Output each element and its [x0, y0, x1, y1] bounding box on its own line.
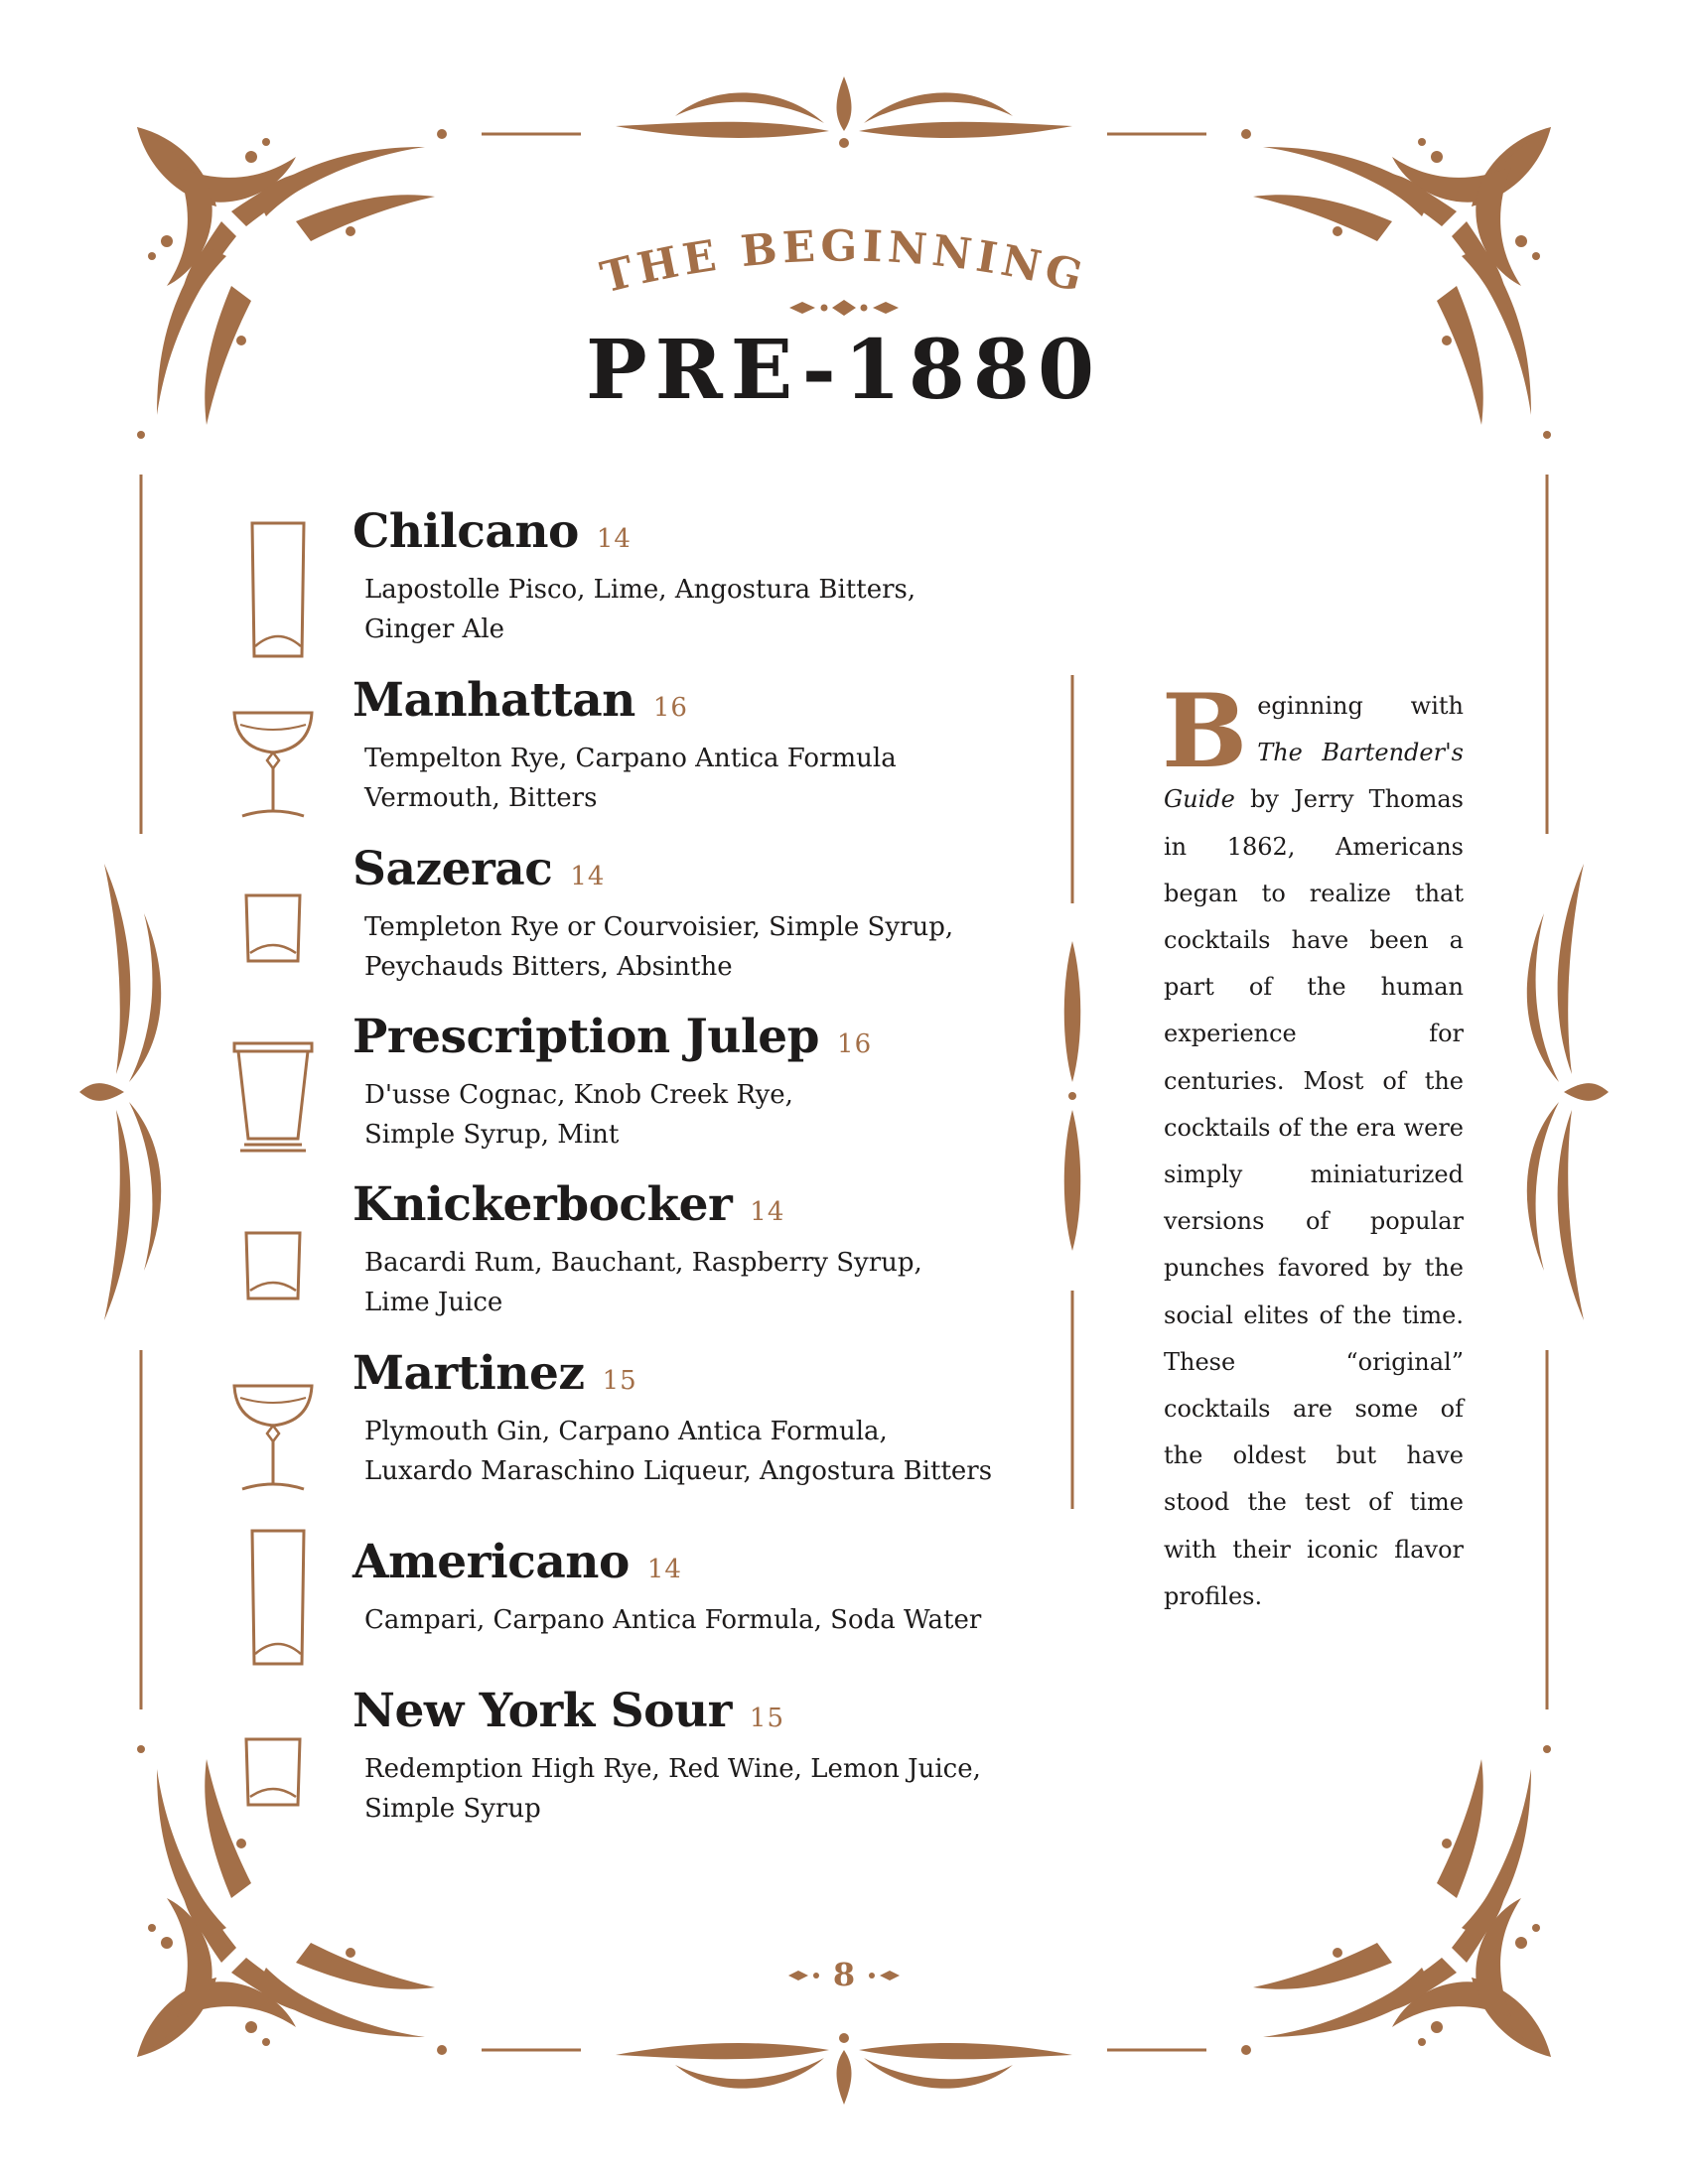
julep-cup-icon: [228, 1039, 318, 1183]
item-description-line: Lapostolle Pisco, Lime, Angostura Bitters,: [364, 575, 916, 605]
item-name: Martinez: [352, 1346, 585, 1401]
coupe-glass-icon: [228, 1374, 318, 1518]
item-price: 15: [749, 1704, 785, 1733]
item-description-line: Redemption High Rye, Red Wine, Lemon Juice,: [364, 1754, 981, 1784]
rocks-glass-icon: [228, 1229, 318, 1373]
item-price: 14: [750, 1197, 785, 1227]
item-description-line: Bacardi Rum, Bauchant, Raspberry Syrup,: [364, 1248, 922, 1278]
item-description: [364, 1243, 1020, 1322]
rocks-glass-icon: [228, 1735, 318, 1879]
highball-glass-icon: [228, 1527, 318, 1671]
item-description: [364, 1412, 1020, 1491]
item-description: [364, 739, 1020, 818]
item-description: [364, 1075, 1020, 1155]
item-price: 16: [837, 1029, 873, 1059]
item-price: 16: [652, 693, 688, 723]
item-name: Americano: [352, 1535, 630, 1589]
item-name: Prescription Julep: [352, 1010, 820, 1064]
column-divider: [1057, 665, 1087, 1519]
item-description-line: Luxardo Maraschino Liqueur, Angostura Bitters: [364, 1456, 993, 1486]
item-price: 14: [570, 862, 606, 891]
page-number: [774, 1956, 914, 1995]
item-description-line: Ginger Ale: [364, 614, 505, 644]
title-divider-ornament: [774, 295, 914, 321]
item-description-line: Peychauds Bitters, Absinthe: [364, 952, 733, 982]
book-title: The Bartender's Guide: [1164, 739, 1464, 814]
item-name: Knickerbocker: [352, 1177, 733, 1232]
page-number-text: 8: [832, 1956, 856, 1993]
item-description-line: D'usse Cognac, Knob Creek Rye,: [364, 1080, 793, 1110]
svg-text:THE BEGINNING: [596, 221, 1091, 303]
page-title: PRE-1880: [585, 323, 1103, 418]
item-description-line: Simple Syrup: [364, 1794, 541, 1824]
sidebar-body: by Jerry Thomas in 1862, Americans began to realize that cocktails have been a part of the human experience for centuries. Most of the cocktails of the era were simply miniaturized versions of popular punches favored by the social elites of the time. These “original” cocktails are some of the oldest but have stood the test of time with their iconic flavor profiles.: [1164, 785, 1464, 1610]
item-description: [364, 1749, 1020, 1829]
item-name: Sazerac: [352, 842, 553, 896]
item-price: 14: [596, 524, 632, 554]
item-description-line: Templeton Rye or Courvoisier, Simple Syrup,: [364, 912, 954, 942]
item-description: [364, 1600, 1020, 1640]
highball-glass-icon: [228, 519, 318, 663]
item-name: Chilcano: [352, 504, 579, 559]
rocks-glass-icon: [228, 891, 318, 1035]
item-description-line: Campari, Carpano Antica Formula, Soda Water: [364, 1605, 982, 1635]
item-name: Manhattan: [352, 673, 635, 728]
drop-cap: B: [1162, 672, 1248, 791]
item-description-line: Lime Juice: [364, 1288, 503, 1317]
item-description-line: Tempelton Rye, Carpano Antica Formula: [364, 744, 897, 773]
coupe-glass-icon: [228, 701, 318, 845]
item-price: 15: [602, 1366, 637, 1396]
item-name: New York Sour: [352, 1684, 732, 1738]
sidebar-lead: eginning with: [1257, 692, 1464, 720]
item-price: 14: [646, 1555, 682, 1584]
item-description-line: Plymouth Gin, Carpano Antica Formula,: [364, 1417, 888, 1446]
item-description-line: Vermouth, Bitters: [364, 783, 598, 813]
item-description-line: Simple Syrup, Mint: [364, 1120, 620, 1150]
item-description: [364, 907, 1020, 987]
history-sidebar: [1162, 672, 1464, 1620]
subtitle-text: THE BEGINNING: [596, 221, 1092, 304]
item-description: [364, 570, 1020, 649]
